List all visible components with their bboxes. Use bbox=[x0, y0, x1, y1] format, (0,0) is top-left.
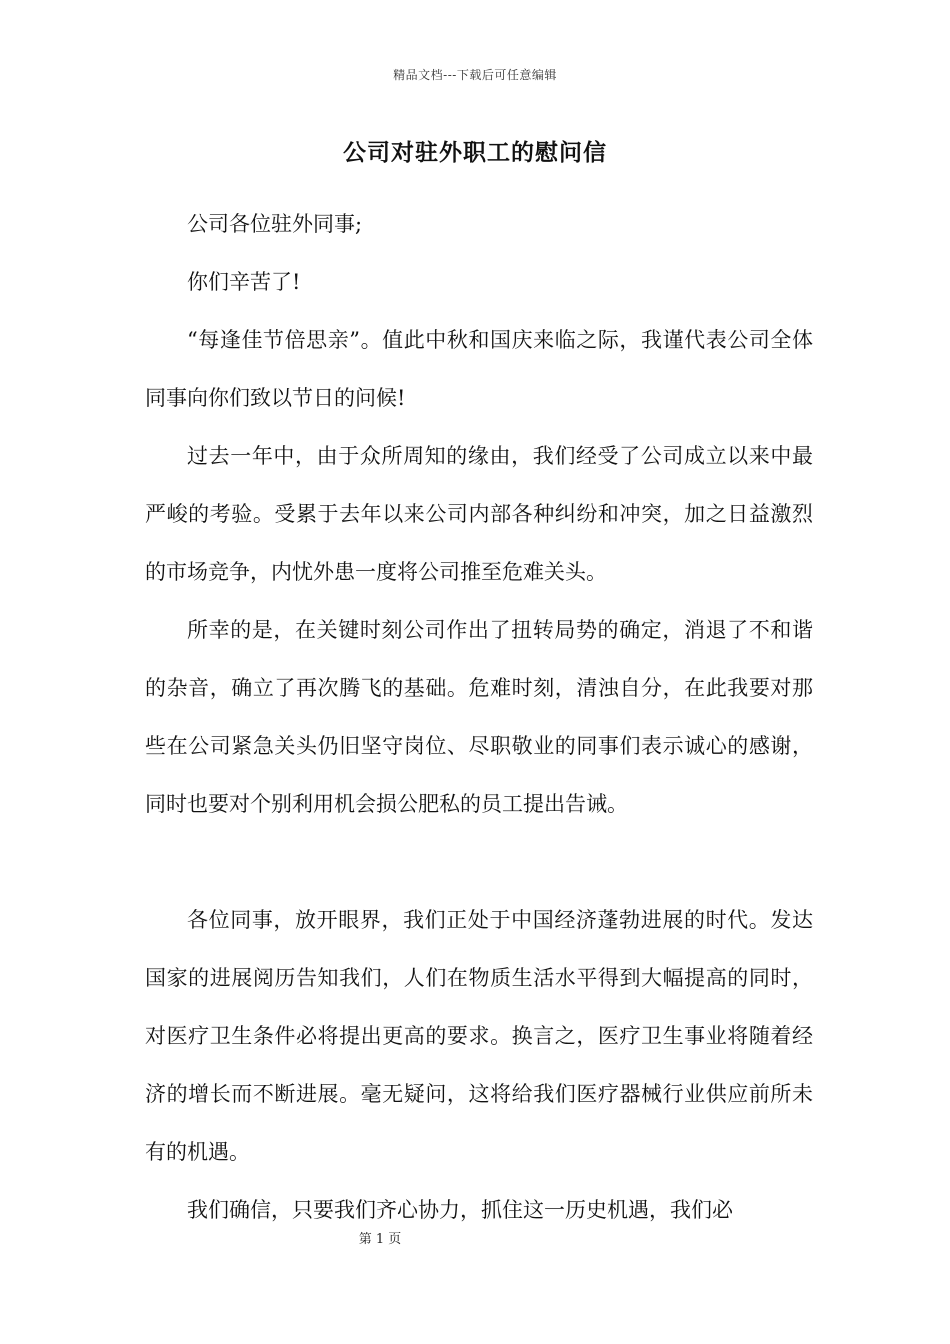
paragraph-past-year: 过去一年中，由于众所周知的缘由，我们经受了公司成立以来中最严峻的考验。受累于去年以来公司内部各种纠纷和冲突，加之日益激烈的市场竞争，内忧外患一度将公司推至危难关头。 bbox=[145, 444, 813, 584]
letter-body bbox=[145, 195, 813, 1239]
page-number: 第 1 页 bbox=[358, 1232, 402, 1247]
document-title: 公司对驻外职工的慰问信 bbox=[343, 139, 607, 166]
greeting-line: 你们辛苦了! bbox=[187, 270, 301, 294]
paragraph-opportunity: 各位同事，放开眼界，我们正处于中国经济蓬勃进展的时代。发达国家的进展阅历告知我们，人们在物质生活水平得到大幅提高的同时，对医疗卫生条件必将提出更高的要求。换言之，医疗卫生事业将随着经济的增长而不断进展。毫无疑问，这将给我们医疗器械行业供应前所未有的机遇。 bbox=[145, 908, 813, 1164]
header-note: 精品文档---下载后可任意编辑 bbox=[393, 68, 557, 82]
salutation: 公司各位驻外同事; bbox=[187, 212, 363, 236]
paragraph-confidence: 我们确信，只要我们齐心协力，抓住这一历史机遇，我们必 bbox=[187, 1198, 733, 1222]
paragraph-festival: “每逢佳节倍思亲”。值此中秋和国庆来临之际，我谨代表公司全体同事向你们致以节日的问候! bbox=[145, 328, 813, 410]
paragraph-spacer bbox=[145, 833, 813, 891]
paragraph-turnaround: 所幸的是，在关键时刻公司作出了扭转局势的确定，消退了不和谐的杂音，确立了再次腾飞的基础。危难时刻，清浊自分，在此我要对那些在公司紧急关头仍旧坚守岗位、尽职敬业的同事们表示诚心的感谢，同时也要对个别利用机会损公肥私的员工提出告诫。 bbox=[145, 618, 813, 816]
